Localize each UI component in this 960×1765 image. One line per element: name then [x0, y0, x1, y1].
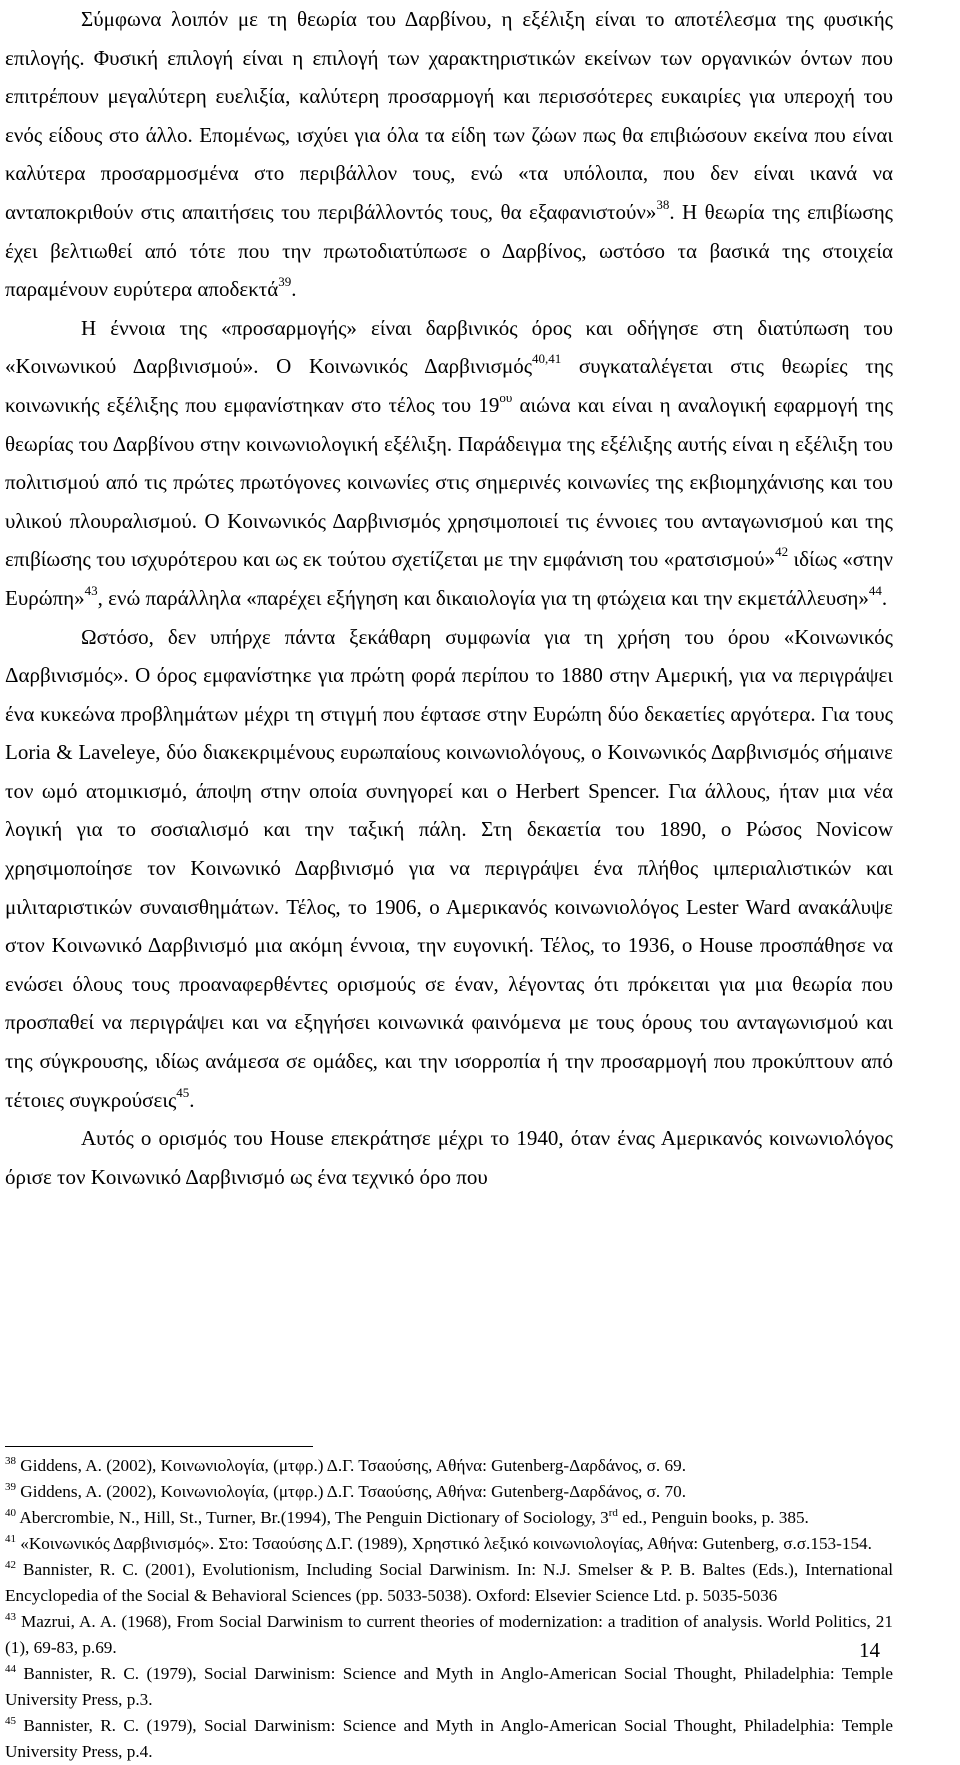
footnote-text: Abercrombie, N., Hill, St., Turner, Br.(1994), The Penguin Dictionary of Sociology, 3: [16, 1508, 609, 1527]
footnote-text: Bannister, R. C. (1979), Social Darwinism: Science and Myth in Anglo-American Social Thought, Philadelphia: Temple University Press, p.4.: [5, 1716, 893, 1761]
footnote-ref[interactable]: 45: [176, 1084, 190, 1100]
text-run: .: [291, 277, 297, 302]
footnote-number: 41: [5, 1533, 16, 1545]
text-run: .: [881, 585, 888, 610]
footnote-ref[interactable]: 42: [775, 544, 789, 560]
footnote-text: Mazrui, A. A. (1968), From Social Darwinism to current theories of modernization: a tradition of analysis. World Politics, 21 (1), 69-83, p.69.: [5, 1612, 893, 1657]
footnote-text: Giddens, A. (2002), Κοινωνιολογία, (μτφρ.) Δ.Γ. Τσαούσης, Αθήνα: Gutenberg-Δαρδάνος, σ. 70.: [16, 1482, 686, 1501]
footnote-text: ed., Penguin books, p. 385.: [617, 1508, 809, 1527]
footnote: [5, 1453, 893, 1479]
footnote: [5, 1531, 893, 1557]
text-run: Ωστόσο, δεν υπήρχε πάντα ξεκάθαρη συμφωνία για τη χρήση του όρου «Κοινωνικός Δαρβινισμός». Ο όρος εμφανίστηκε για πρώτη φορά περίπου το 1880 στην Αμερική, για να περιγράψει ένα κυκεώνα προβλημάτων μέχρι τη στιγμή που έφτασε στην Ευρώπη δύο δεκαετίες αργότερα. Για τους Loria & Laveleye, δύο διακεκριμένους ευρωπαίους κοινωνιολόγους, ο Κοινωνικός Δαρβινισμός σήμαινε τον ωμό ατομικισμό, άποψη στην οποία συνηγορεί και ο Herbert Spencer. Για άλλους, ήταν μια νέα λογική για το σοσιαλισμό και την ταξική πάλη. Στη δεκαετία του 1890, ο Ρώσος Novicow χρησιμοποίησε τον Κοινωνικό Δαρβινισμό για να περιγράψει ένα πλήθος ιμπεριαλιστικών και μιλιταριστικών συναισθημάτων. Τέλος, το 1906, ο Αμερικανός κοινωνιολόγος Lester Ward ανακάλυψε στον Κοινωνικό Δαρβινισμό μια ακόμη έννοια, την ευγονική. Τέλος, το 1936, ο House προσπάθησε να ενώσει όλους τους προαναφερθέντες ορισμούς σε έναν, λέγοντας ότι πρόκειται για μια θεωρία που προσπαθεί να περιγράψει και να εξηγήσει κοινωνικά φαινόμενα με τους όρους του ανταγωνισμού και της σύγκρουσης, ιδίως ανάμεσα σε ομάδες, και την ισορροπία ή την προσαρμογή που προκύπτουν από τέτοιες συγκρούσεις: [5, 624, 893, 1112]
footnote-number: 38: [5, 1455, 16, 1467]
footnote: [5, 1609, 893, 1661]
footnote-text: Bannister, R. C. (1979), Social Darwinism: Science and Myth in Anglo-American Social Thought, Philadelphia: Temple University Press, p.3.: [5, 1664, 893, 1709]
text-run: Η έννοια της «προσαρμογής» είναι δαρβινικός όρος και οδήγησε στη διατύπωση του «Κοινωνικού Δαρβινισμού». Ο Κοινωνικός Δαρβινισμός: [5, 315, 893, 379]
footnote-ref[interactable]: 43: [84, 582, 98, 598]
footnote-text: Giddens, A. (2002), Κοινωνιολογία, (μτφρ.) Δ.Γ. Τσαούσης, Αθήνα: Gutenberg-Δαρδάνος, σ. 69.: [16, 1456, 686, 1475]
footnote: [5, 1713, 893, 1765]
footnote: [5, 1505, 893, 1531]
footnote: [5, 1557, 893, 1609]
footnotes-section: [5, 1453, 893, 1765]
footnote-number: 39: [5, 1481, 16, 1493]
text-run: Αυτός ο ορισμός του House επεκράτησε μέχρι το 1940, όταν ένας Αμερικανός κοινωνιολόγος όρισε τον Κοινωνικό Δαρβινισμό ως ένα τεχνικό όρο που: [5, 1126, 893, 1189]
text-run: , ενώ παράλληλα «παρέχει εξήγηση και δικαιολογία για τη φτώχεια και την εκμετάλλευση»: [97, 585, 869, 610]
paragraph: [5, 1119, 893, 1196]
footnote-ref[interactable]: 40,41: [532, 351, 562, 367]
footnote-ref[interactable]: 44: [868, 582, 882, 598]
footnote-number: 42: [5, 1559, 16, 1571]
footnote-text: «Κοινωνικός Δαρβινισμός». Στο: Τσαούσης Δ.Γ. (1989), Χρηστικό λεξικό κοινωνιολογίας, Αθήνα: Gutenberg, σ.σ.153-154.: [16, 1534, 872, 1553]
ordinal-superscript: rd: [608, 1507, 618, 1519]
footnote-text: Bannister, R. C. (2001), Evolutionism, Including Social Darwinism. In: N.J. Smelser & P. B. Baltes (Eds.), International Encyclopedia of the Social & Behavioral Sciences (pp. 5033-5038). Oxford: Elsevier Science Ltd. p. 5035-5036: [5, 1560, 893, 1605]
text-run: Σύμφωνα λοιπόν με τη θεωρία του Δαρβίνου, η εξέλιξη είναι το αποτέλεσμα της φυσικής επιλογής. Φυσική επιλογή είναι η επιλογή των χαρακτηριστικών εκείνων των οργανικών όντων που επιτρέπουν μεγαλύτερη ευελιξία, καλύτερη προσαρμογή και περισσότερες ευκαιρίες για υπεροχή του ενός είδους στο άλλο. Επομένως, ισχύει για όλα τα είδη των ζώων πως θα επιβιώσουν εκείνα που είναι καλύτερα προσαρμοσμένα στο περιβάλλον τους, ενώ «τα υπόλοιπα, που δεν είναι ικανά να ανταποκριθούν στις απαιτήσεις του περιβάλλοντός τους, θα εξαφανιστούν»: [5, 7, 893, 224]
footnote: [5, 1661, 893, 1713]
text-run: ιδίως «στην Ευρώπη»: [5, 547, 893, 610]
text-run: αιώνα και είναι η αναλογική εφαρμογή της θεωρίας του Δαρβίνου στην κοινωνιολογική εξέλιξη. Παράδειγμα της εξέλιξης αυτής είναι η εξέλιξη του πολιτισμού από τις πρώτες πρωτόγονες κοινωνίες στις σημερινές κοινωνίες της εκβιομηχάνισης και του υλικού πλουραλισμού. Ο Κοινωνικός Δαρβινισμός χρησιμοποιεί τις έννοιες του ανταγωνισμού και της επιβίωσης του ισχυρότερου και ως εκ τούτου σχετίζεται με την εμφάνιση του «ρατσισμού»: [5, 392, 893, 572]
footnote-separator: [5, 1446, 313, 1447]
ordinal-superscript: ου: [499, 389, 513, 405]
footnote-number: 44: [5, 1663, 16, 1675]
text-run: συγκαταλέγεται στις θεωρίες της κοινωνικής εξέλιξης που εμφανίστηκαν στο τέλος του 19: [5, 354, 893, 417]
footnote-number: 45: [5, 1715, 16, 1727]
footnote-number: 43: [5, 1611, 16, 1623]
footnote: [5, 1479, 893, 1505]
paragraph: [5, 0, 893, 309]
body-text: [5, 0, 893, 1196]
footnote-ref[interactable]: 38: [656, 196, 670, 212]
paragraph: [5, 618, 893, 1120]
footnote-number: 40: [5, 1507, 16, 1519]
footnote-ref[interactable]: 39: [278, 274, 292, 290]
text-run: .: [189, 1087, 195, 1112]
paragraph: [5, 309, 893, 618]
page-number: 14: [859, 1638, 880, 1662]
text-run: . Η θεωρία της επιβίωσης έχει βελτιωθεί από τότε που την πρωτοδιατύπωσε ο Δαρβίνος, ωστόσο τα βασικά της στοιχεία παραμένουν ευρύτερα αποδεκτά: [5, 199, 893, 302]
